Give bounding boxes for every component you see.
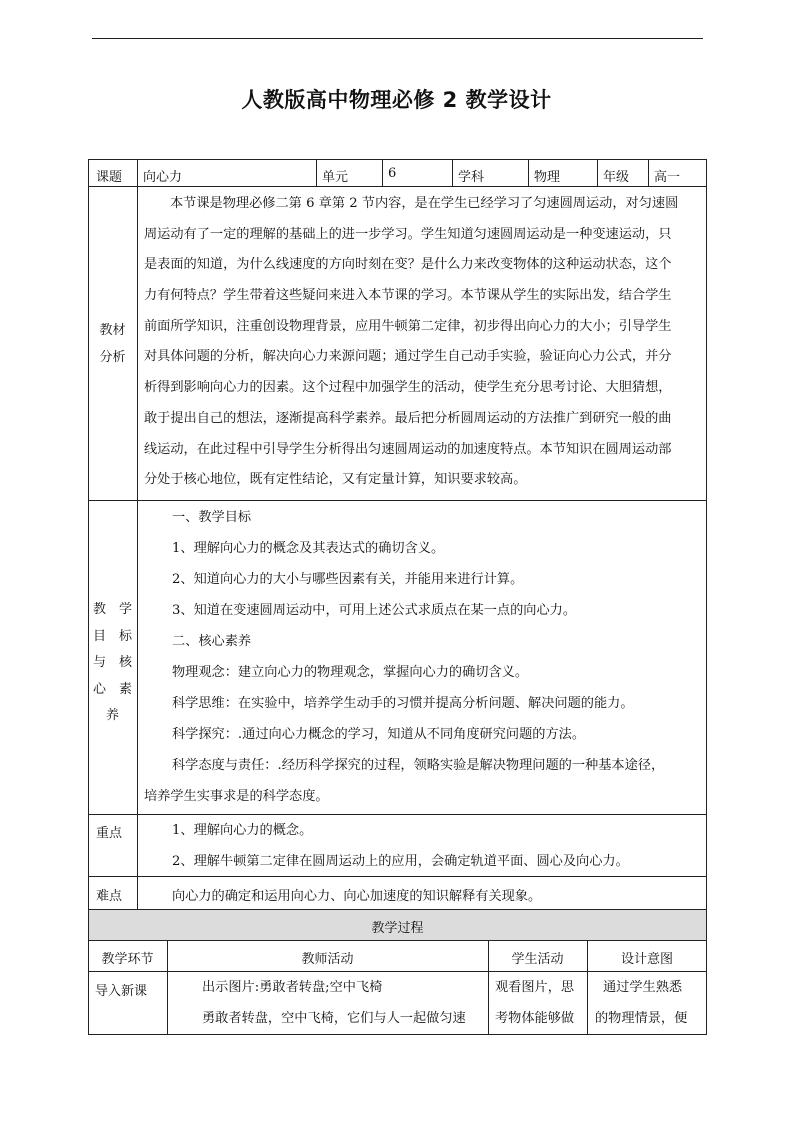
teacher-cell: 出示图片:勇敢者转盘;空中飞椅 勇敢者转盘，空中飞椅，它们与人一起做匀速: [202, 980, 466, 1026]
key-points-text: 1、理解向心力的概念。 2、理解牛顿第二定律在圆周运动上的应用，会确定轨道平面、圆心及向心力。: [172, 823, 629, 869]
col-intent: 设计意图: [620, 952, 673, 967]
unit-label: 单元: [322, 170, 349, 185]
subject-value: 物理: [534, 170, 561, 185]
header-rule: [92, 38, 703, 39]
topic-label: 课题: [96, 170, 123, 185]
difficulties-text: 向心力的确定和运用向心力、向心加速度的知识解释有关现象。: [172, 889, 542, 904]
unit-value: 6: [388, 166, 397, 181]
objectives-text-wrap: 培养学生实事求是的科学态度。: [144, 789, 329, 804]
grade-value: 高一: [654, 170, 681, 185]
col-student: 学生活动: [511, 952, 564, 967]
analysis-label: 教材 分析: [99, 323, 126, 365]
page-title: 人教版高中物理必修 2 教学设计: [241, 88, 552, 112]
objectives-text: 一、教学目标 1、理解向心力的概念及其表达式的确切含义。 2、知道向心力的大小与哪些因素有关，并能用来进行计算。 3、知道在变速圆周运动中，可用上述公式求质点在某一点的向心力。 二、核心素养 物理观念：建立向心力的物理观念，掌握向心力的确切含义。 科学思维：在实验中，培养学生动手的习惯并提高分析问题、解决问题的能力。 科学探究：.通过向心力概念的学习，知道从不同角度研究问题的方法。 科学态度与责任：.经历科学探究的过程，领略实验是解决物理问题的一种基本途径，: [172, 510, 665, 773]
analysis-text: 本节课是物理必修二第 6 章第 2 节内容，是在学生已经学习了匀速圆周运动，对匀速圆 周运动有了一定的理解的基础上的进一步学习。学生知道匀速圆周运动是一种变速运动，只 是表面的知道，为什么线速度的方向时刻在变？是什么力来改变物体的这种运动状态，这个 力有何特点？学生带着这些疑问来进入本节课的学习。本节课从学生的实际出发，结合学生 前面所学知识，注重创设物理背景，应用牛顿第二定律，初步得出向心力的大小；引导学生 对具体问题的分析，解决向心力来源问题；通过学生自己动手实验，验证向心力公式，并分 析得到影响向心力的因素。这个过程中加强学生的活动，使学生充分思考讨论、大胆猜想， 敢于提出自己的想法，逐渐提高科学素养。最后把分析圆周运动的方法推广到研究一般的曲 线运动，在此过程中引导学生分析得出匀速圆周运动的加速度特点。本节知识在圆周运动部 分处于核心地位，既有定性结论，又有定量计算，知识要求较高。: [144, 196, 679, 488]
difficulties-label: 难点: [96, 889, 123, 904]
intent-cell: 通过学生熟悉 的物理情景，便: [595, 980, 688, 1026]
key-points-label: 重点: [96, 826, 123, 841]
process-header: 教学过程: [371, 921, 424, 936]
grade-label: 年级: [603, 170, 630, 185]
col-teacher: 教师活动: [301, 952, 354, 967]
student-cell: 观看图片，思 考物体能够做: [495, 980, 575, 1026]
subject-label: 学科: [458, 170, 485, 185]
objectives-label: 教 学 目 标 与 核 心 素 养: [92, 602, 132, 723]
topic-value: 向心力: [143, 170, 183, 185]
col-stage: 教学环节: [101, 952, 154, 967]
stage-cell: 导入新课: [95, 984, 148, 999]
